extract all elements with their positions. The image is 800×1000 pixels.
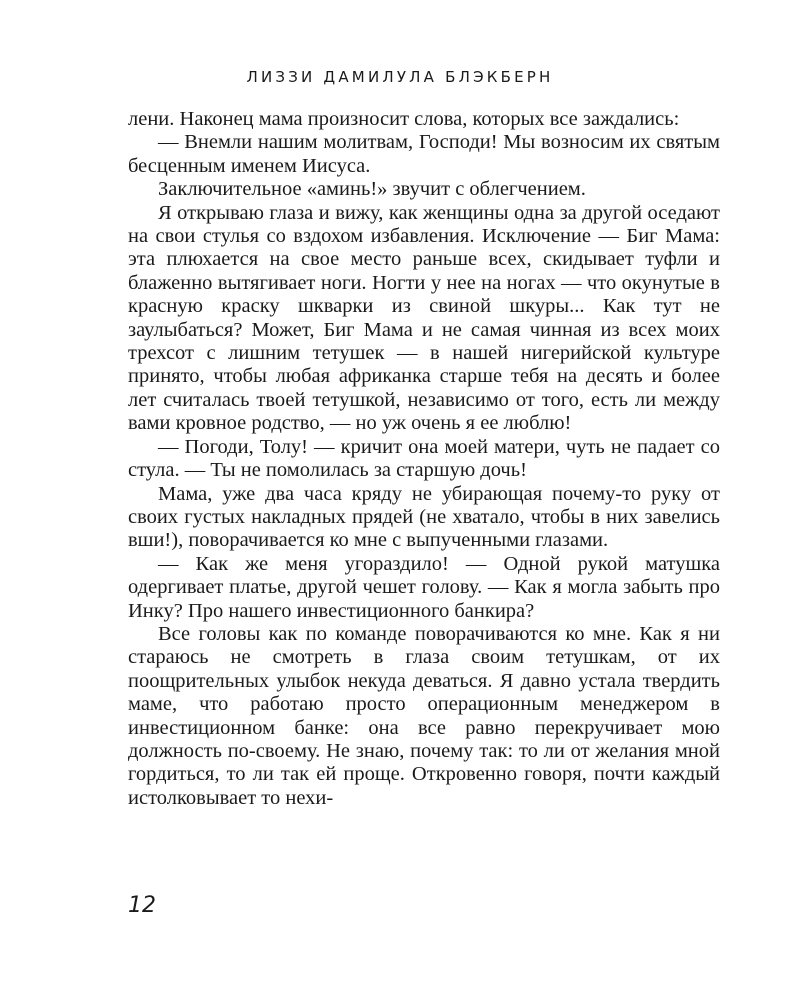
body-text	[128, 108, 720, 810]
paragraph: Я открываю глаза и вижу, как женщины одна за другой оседают на свои стулья со вздохом избавления. Исключение — Биг Мама: эта плюхается на свое место раньше всех, скидывает туфли и блаженно вытягивает ноги. Ногти у нее на ногах — что окунутые в красную краску шкварки из свиной шкуры... Как тут не заулыбаться? Может, Биг Мама и не самая чинная из всех моих трехсот с лишним тетушек — в нашей нигерийской культуре принято, чтобы любая африканка старше тебя на десять и более лет считалась твоей тетушкой, независимо от того, есть ли между вами кровное родство, — но уж очень я ее люблю!	[128, 201, 720, 435]
paragraph: Заключительное «аминь!» звучит с облегчением.	[158, 178, 586, 201]
paragraph: Мама, уже два часа кряду не убирающая почему-то руку от своих густых накладных прядей (не хватало, чтобы в них завелись вши!), поворачивается ко мне с выпученными глазами.	[128, 482, 720, 552]
paragraph: лени. Наконец мама произносит слова, которых все заждались:	[128, 108, 680, 130]
page-number: 12	[128, 893, 156, 918]
running-head-author: ЛИЗЗИ ДАМИЛУЛА БЛЭКБЕРН	[246, 68, 554, 86]
paragraph: Все головы как по команде поворачиваются ко мне. Как я ни стараюсь не смотреть в глаза своим тетушкам, от их поощрительных улыбок некуда деваться. Я давно устала твердить маме, что работаю просто операционным менеджером в инвестиционном банке: она все равно перекручивает мою должность по-своему. Не знаю, почему так: то ли от желания мной гордиться, то ли так ей проще. Откровенно говоря, почти каждый истолковывает то нехи-	[128, 622, 720, 809]
paragraph: — Погоди, Толу! — кричит она моей матери, чуть не падает со стула. — Ты не помолилась за старшую дочь!	[128, 435, 720, 482]
paragraph: — Внемли нашим молитвам, Господи! Мы возносим их святым бесценным именем Иисуса.	[128, 131, 720, 177]
paragraph: — Как же меня угораздило! — Одной рукой матушка одергивает платье, другой чешет голову. — Как я могла забыть про Инку? Про нашего инвестиционного банкира?	[128, 552, 720, 622]
